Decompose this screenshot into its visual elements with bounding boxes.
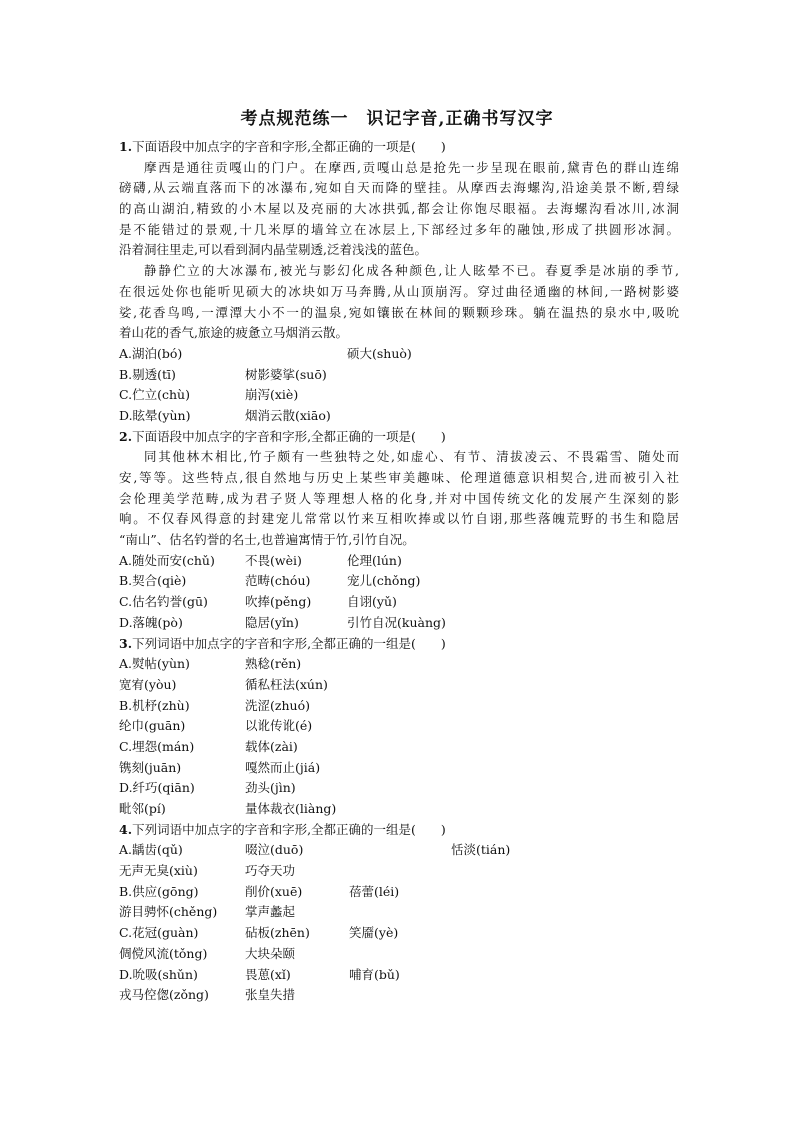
option-item: 不畏(wèi) bbox=[245, 552, 302, 568]
option-item: 倜傥风流(tǒng) bbox=[119, 945, 208, 961]
option-b-row2[interactable] bbox=[119, 902, 679, 923]
passage-line: “南山”、估名钓誉的名士,也普遍寓情于竹,引竹自况。 bbox=[119, 532, 415, 548]
option-item: C.伫立(chù) bbox=[119, 387, 190, 403]
option-item: 伦理(lún) bbox=[347, 552, 402, 568]
option-item: 树影婆挲(suō) bbox=[245, 366, 327, 382]
option-b[interactable] bbox=[119, 696, 679, 717]
option-a[interactable] bbox=[119, 344, 679, 365]
option-b[interactable] bbox=[119, 882, 679, 903]
passage-line: 安,等等。这些特点,很自然地与历史上某些审美趣味、伦理道德意识相契合,进而被引入社 bbox=[119, 470, 679, 485]
question-1 bbox=[119, 137, 679, 427]
option-item: 哺育(bǔ) bbox=[349, 966, 400, 982]
option-item: A.龋齿(qǔ) bbox=[119, 842, 183, 858]
option-item: D.眩晕(yùn) bbox=[119, 407, 191, 423]
option-a-row2[interactable] bbox=[119, 675, 679, 696]
option-item: 量体裁衣(liàng) bbox=[245, 801, 337, 816]
option-item: 笑靥(yè) bbox=[349, 925, 399, 941]
option-item: 自诩(yǔ) bbox=[347, 594, 397, 610]
question-list bbox=[119, 137, 679, 1006]
option-b[interactable] bbox=[119, 571, 679, 592]
passage-line: 摩西是通往贡嘎山的门户。在摩西,贡嘎山总是抢先一步呈现在眼前,黛青色的群山连绵 bbox=[144, 159, 679, 175]
option-d-row2[interactable] bbox=[119, 799, 679, 820]
option-item: D.纤巧(qiān) bbox=[119, 780, 195, 796]
option-c[interactable] bbox=[119, 592, 679, 613]
question-text: 下列词语中加点字的字音和字形,全都正确的一组是( ) bbox=[132, 635, 446, 651]
question-number: 4. bbox=[119, 821, 133, 837]
option-item: 嘎然而止(jiá) bbox=[245, 759, 321, 775]
option-item: 削价(xuē) bbox=[245, 883, 303, 899]
option-item: 宠儿(chǒng) bbox=[347, 573, 421, 589]
option-item: B.机杼(zhù) bbox=[119, 697, 190, 713]
passage-line: 的高山湖泊,精致的小木屋以及亮丽的大冰拱弧,都会让你饱尽眼福。去海螺沟看冰川,冰洞 bbox=[119, 201, 679, 217]
question-number: 3. bbox=[119, 635, 133, 651]
option-item: 吹捧(pěng) bbox=[245, 594, 312, 610]
option-item: 张皇失措 bbox=[245, 987, 296, 1003]
option-item: 循私枉法(xún) bbox=[245, 676, 328, 692]
question-text: 下面语段中加点字的字音和字形,全都正确的一项是( ) bbox=[132, 428, 446, 444]
question-number: 1. bbox=[119, 139, 133, 154]
option-item: 砧板(zhēn) bbox=[245, 925, 310, 941]
option-item: C.埋怨(mán) bbox=[119, 738, 195, 754]
option-item: 载体(zài) bbox=[245, 738, 298, 754]
option-d[interactable] bbox=[119, 778, 679, 799]
option-item: 崩泻(xiè) bbox=[245, 387, 299, 403]
option-item: 毗邻(pí) bbox=[119, 801, 166, 816]
option-item: 游目骋怀(chěng) bbox=[119, 904, 218, 920]
question-number: 2. bbox=[119, 428, 133, 444]
passage-line: 沿着洞往里走,可以看到洞内晶莹剔透,泛着浅浅的蓝色。 bbox=[119, 242, 427, 258]
option-item: B.剔透(tī) bbox=[119, 366, 176, 382]
option-item: 硕大(shuò) bbox=[347, 345, 412, 361]
option-c-row2[interactable] bbox=[119, 944, 679, 965]
option-item: 劲头(jìn) bbox=[245, 780, 296, 796]
option-b[interactable] bbox=[119, 365, 679, 386]
option-c[interactable] bbox=[119, 737, 679, 758]
passage-line: 磅礴,从云端直落而下的冰瀑布,宛如自天而降的壁挂。从摩西去海螺沟,沿途美景不断,碧绿 bbox=[119, 180, 679, 196]
option-d[interactable] bbox=[119, 965, 679, 986]
question-3 bbox=[119, 634, 679, 820]
option-c[interactable] bbox=[119, 923, 679, 944]
option-item: A.湖泊(bó) bbox=[119, 345, 183, 361]
question-4 bbox=[119, 820, 679, 1006]
question-2 bbox=[119, 427, 679, 634]
option-item: 蓓蕾(léi) bbox=[349, 883, 400, 899]
option-item: 熟稔(rěn) bbox=[245, 656, 302, 672]
question-text: 下列词语中加点字的字音和字形,全都正确的一组是( ) bbox=[132, 821, 446, 837]
passage-line: 会伦理美学范畴,成为君子贤人等理想人格的化身,并对中国传统文化的发展产生深刻的影 bbox=[119, 490, 679, 506]
passage-line: 着山花的香气,旅途的疲惫立马烟消云散。 bbox=[119, 325, 348, 341]
option-item: 隐居(yǐn) bbox=[245, 614, 299, 630]
option-item: 大块朵颐 bbox=[245, 945, 296, 961]
option-item: 纶巾(guān) bbox=[119, 718, 186, 734]
option-item: B.供应(gōng) bbox=[119, 883, 199, 899]
option-item: 啜泣(duō) bbox=[245, 842, 304, 858]
passage-line: 同其他林木相比,竹子颇有一些独特之处,如虚心、有节、清拔凌云、不畏霜雪、随处而 bbox=[144, 449, 679, 465]
option-a[interactable] bbox=[119, 551, 679, 572]
option-item: D.落魄(pò) bbox=[119, 614, 183, 630]
option-a[interactable] bbox=[119, 840, 679, 861]
option-item: 以讹传讹(é) bbox=[245, 718, 313, 734]
passage-line: 娑,花香鸟鸣,一潭潭大小不一的温泉,宛如镶嵌在林间的颗颗珍珠。躺在温热的泉水中,吸吮 bbox=[119, 304, 679, 320]
option-c-row2[interactable] bbox=[119, 758, 679, 779]
option-item: 掌声蠡起 bbox=[245, 904, 296, 920]
passage-line: 在很远处你也能听见硕大的冰块如万马奔腾,从山顶崩泻。穿过曲径通幽的林间,一路树影婆 bbox=[119, 283, 679, 299]
option-d[interactable] bbox=[119, 613, 679, 634]
passage-line: 静静伫立的大冰瀑布,被光与影幻化成各种颜色,让人眩晕不已。春夏季是冰崩的季节, bbox=[144, 263, 679, 279]
option-item: 洗涩(zhuó) bbox=[245, 697, 310, 713]
option-item: 巧夺天功 bbox=[245, 863, 296, 879]
option-item: C.估名钓誉(gū) bbox=[119, 594, 208, 610]
option-item: 戎马倥偬(zǒng) bbox=[119, 987, 209, 1003]
option-item: D.吮吸(shǔn) bbox=[119, 966, 198, 982]
option-item: C.花冠(guàn) bbox=[119, 925, 199, 941]
option-d[interactable] bbox=[119, 406, 679, 427]
option-b-row2[interactable] bbox=[119, 716, 679, 737]
question-text: 下面语段中加点字的字音和字形,全都正确的一项是( ) bbox=[132, 139, 446, 154]
option-item: B.契合(qiè) bbox=[119, 573, 187, 589]
option-item: 引竹自况(kuàng) bbox=[347, 614, 446, 630]
question-stem bbox=[119, 137, 679, 158]
option-d-row2[interactable] bbox=[119, 985, 679, 1006]
option-item: 宽宥(yòu) bbox=[119, 676, 177, 692]
passage-line: 响。不仅春风得意的封建宠儿常常以竹来互相吹捧或以竹自诩,那些落魄荒野的书生和隐居 bbox=[119, 511, 679, 527]
question-stem bbox=[119, 427, 679, 448]
option-item: 烟消云散(xiāo) bbox=[245, 407, 331, 423]
option-a[interactable] bbox=[119, 654, 679, 675]
question-stem bbox=[119, 634, 679, 655]
option-a-row2[interactable] bbox=[119, 861, 679, 882]
option-item: 恬淡(tián) bbox=[451, 842, 511, 858]
page-title: 考点规范练一 识记字音,正确书写汉字 bbox=[240, 109, 554, 129]
option-item: 畏葸(xǐ) bbox=[245, 966, 291, 982]
option-item: 无声无臭(xiù) bbox=[119, 863, 198, 879]
passage-line: 是不能错过的景观,十几米厚的墙耸立在冰层上,下部经过多年的融蚀,形成了拱圆形冰洞。 bbox=[119, 221, 679, 237]
option-item: 范畴(chóu) bbox=[245, 573, 311, 589]
option-item: A.熨帖(yùn) bbox=[119, 656, 190, 672]
question-stem bbox=[119, 820, 679, 841]
option-c[interactable] bbox=[119, 385, 679, 406]
option-item: 镌刻(juān) bbox=[119, 759, 182, 775]
option-item: A.随处而安(chǔ) bbox=[119, 552, 215, 568]
